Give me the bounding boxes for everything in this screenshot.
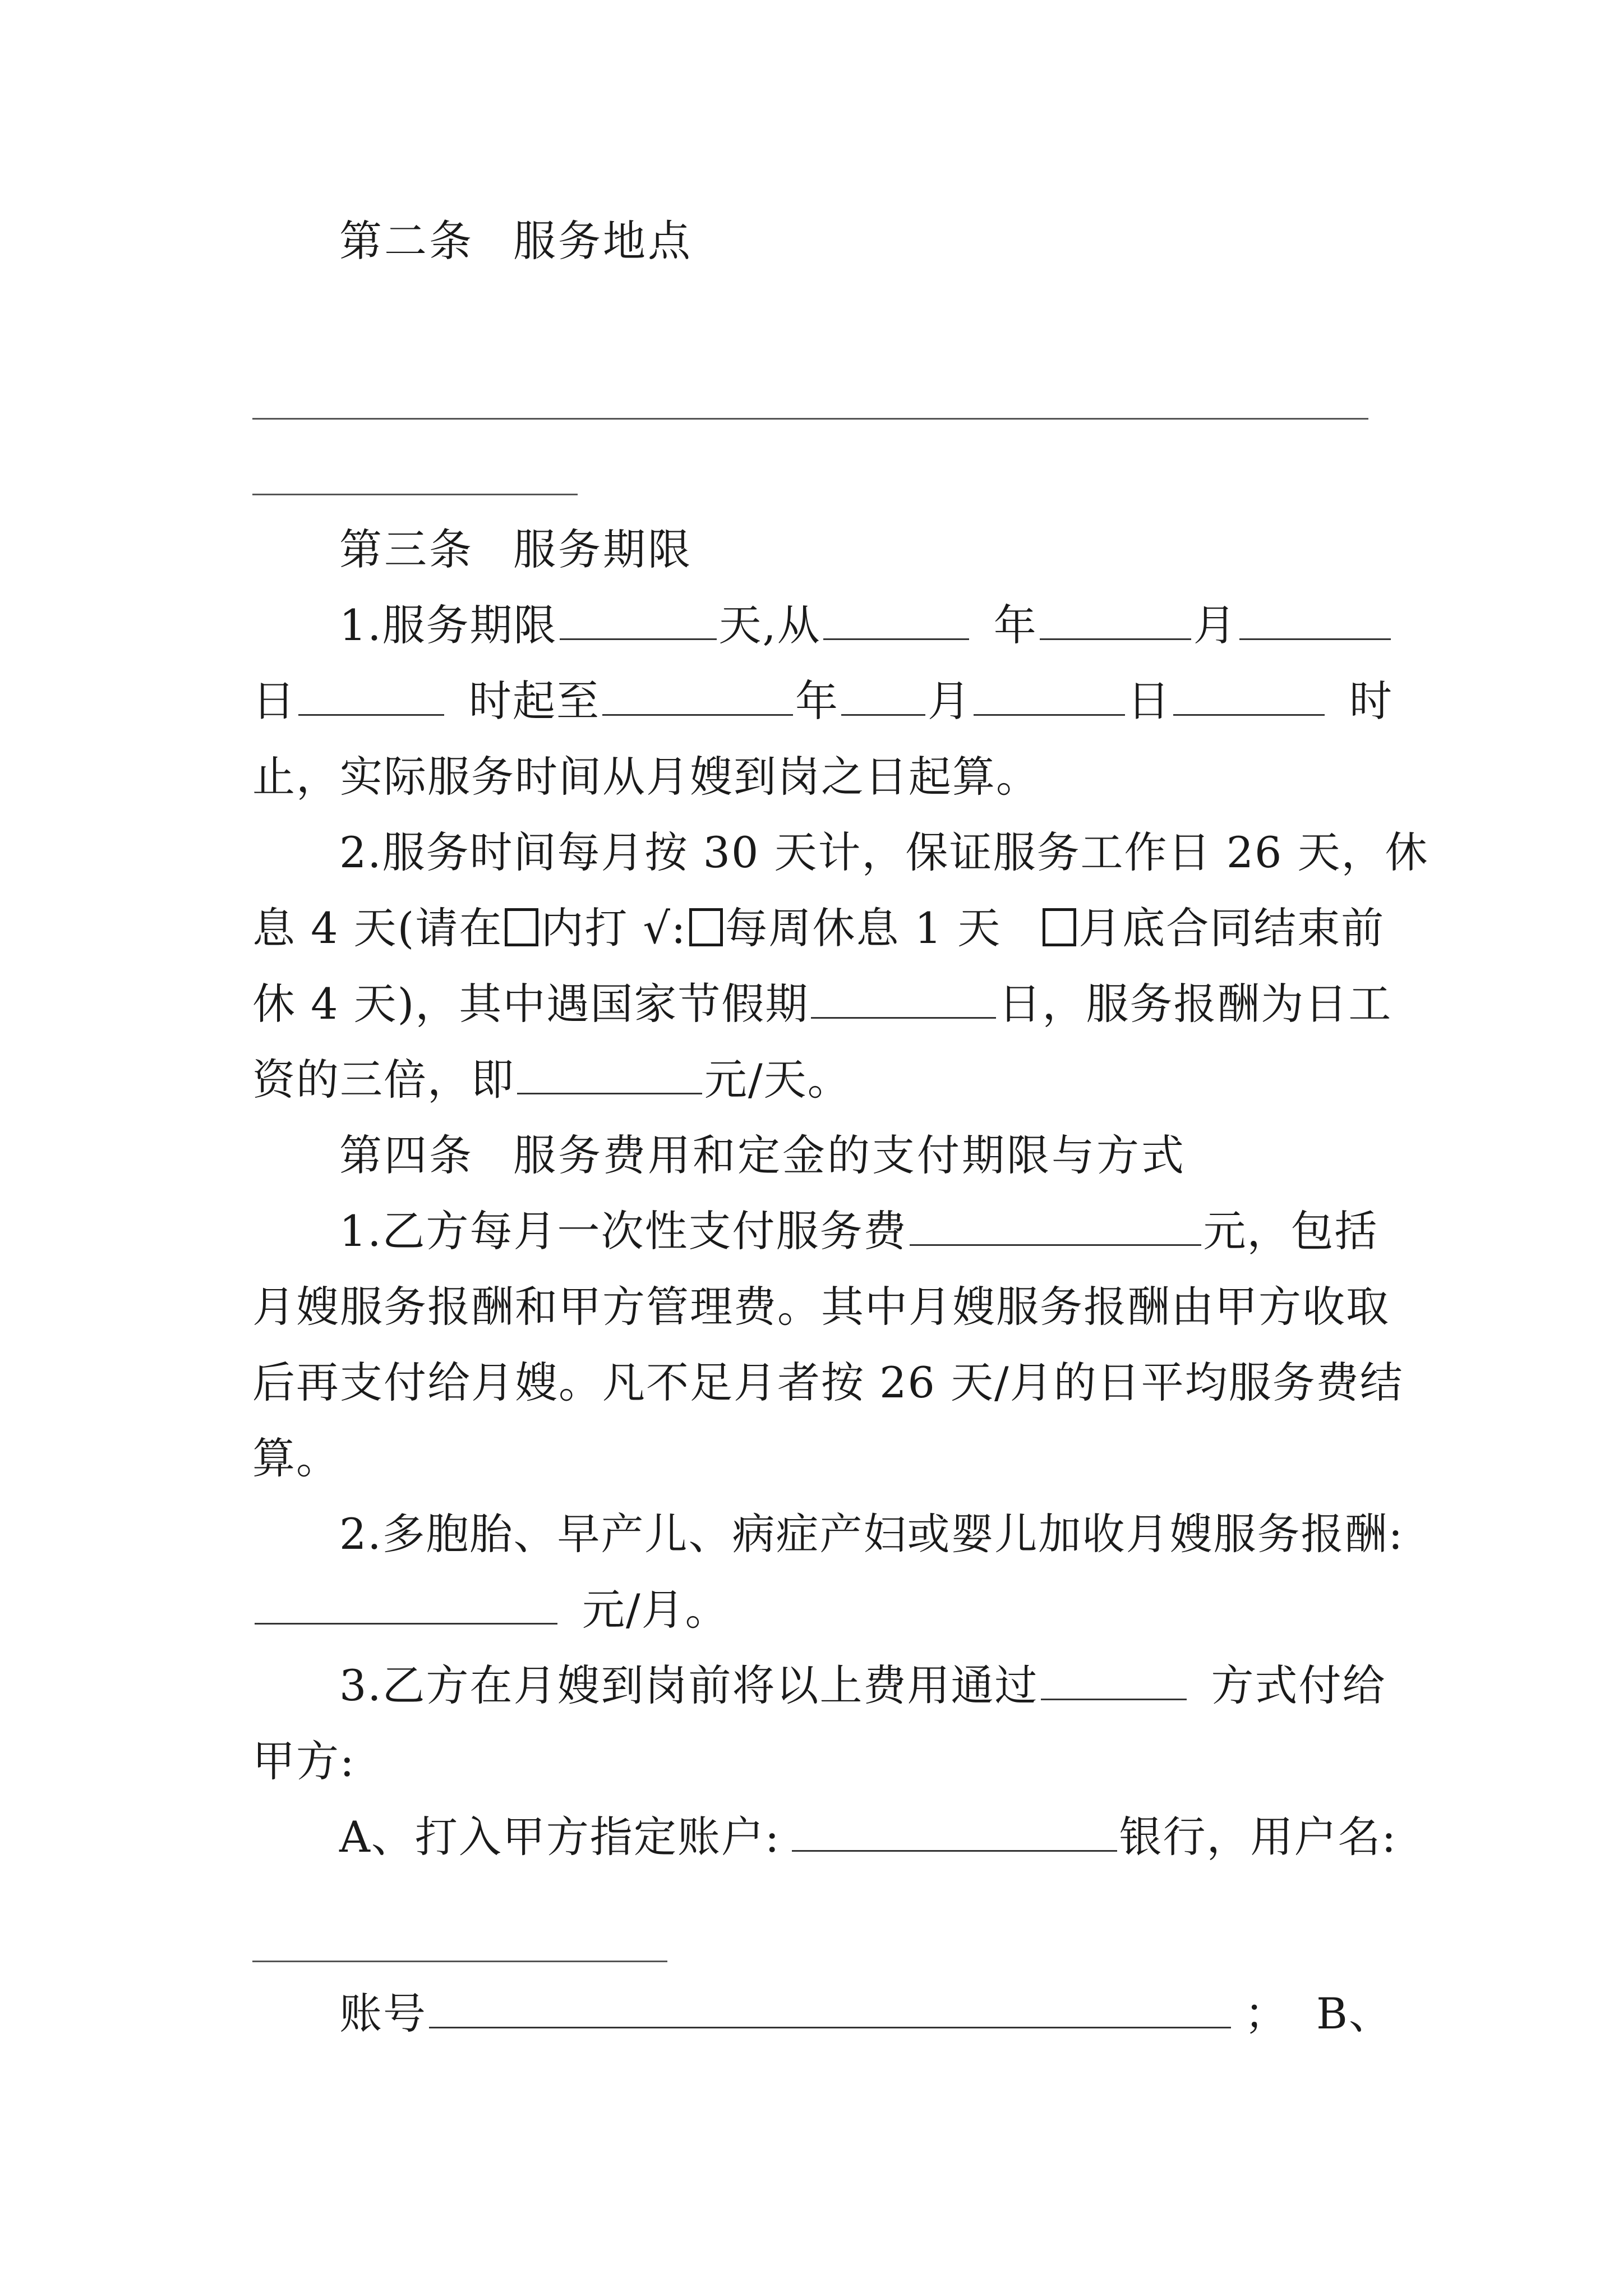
blank-extra-fee	[255, 1622, 557, 1625]
paragraph-line: 日 时起至 年 月 日 时	[252, 676, 1393, 726]
paragraph-line: 甲方:	[252, 1736, 356, 1786]
article-number: 第三条	[339, 524, 474, 574]
blank-hour	[298, 713, 444, 716]
blank-holiday-days	[811, 1016, 996, 1019]
paragraph-line: 资的三倍，即 元/天。	[252, 1055, 851, 1105]
blank-service-fee	[910, 1243, 1201, 1246]
article-title: 服务期限	[513, 524, 693, 574]
paragraph-line: 1.服务期限 天,从 年 月	[252, 597, 1478, 654]
blank-payment-method	[1041, 1697, 1187, 1700]
paragraph-line: 止，实际服务时间从月嫂到岗之日起算。	[252, 752, 1040, 802]
blank-year	[823, 637, 969, 640]
blank-days	[560, 637, 717, 640]
blank-month	[841, 713, 925, 716]
paragraph-line: 元/月。	[252, 1582, 1391, 1638]
paragraph-line: 1.乙方每月一次性支付服务费 元，包括	[339, 1206, 1378, 1256]
paragraph-line: 月嫂服务报酬和甲方管理费。其中月嫂服务报酬由甲方收取	[252, 1282, 1390, 1332]
blank-day	[1239, 637, 1391, 640]
blank-bank	[792, 1849, 1117, 1852]
article-number: 第四条	[339, 1130, 474, 1180]
paragraph-line: 账号 ； B、	[339, 1989, 1393, 2039]
blank-holiday-rate	[517, 1092, 702, 1094]
fill-blank-line	[252, 494, 578, 495]
paragraph-line: 休 4 天)，其中遇国家节假期 日，服务报酬为日工	[252, 979, 1393, 1029]
article-3-heading	[252, 522, 1478, 578]
fill-blank-line	[252, 1961, 667, 1962]
blank-day	[974, 713, 1125, 716]
blank-month	[1040, 637, 1191, 640]
checkbox-icon[interactable]	[505, 908, 538, 946]
paragraph-line: A、打入甲方指定账户: 银行，用户名:	[339, 1812, 1398, 1862]
checkbox-weekly-rest[interactable]	[689, 908, 723, 946]
article-2-heading	[252, 213, 1478, 269]
article-title: 服务费用和定金的支付期限与方式	[513, 1130, 1186, 1180]
fill-blank-line	[252, 418, 1368, 420]
checkbox-month-end-rest[interactable]	[1043, 908, 1076, 946]
paragraph-line: 息 4 天(请在 内打 √: 每周休息 1 天 月底合同结束前	[252, 903, 1385, 953]
blank-year	[602, 713, 793, 716]
paragraph-line: 2.多胞胎、早产儿、病症产妇或婴儿加收月嫂服务报酬:	[339, 1509, 1404, 1559]
paragraph-line: 2.服务时间每月按 30 天计，保证服务工作日 26 天，休	[339, 827, 1429, 877]
paragraph-line: 算。	[252, 1433, 340, 1483]
paragraph-line: 3.乙方在月嫂到岗前将以上费用通过 方式付给	[339, 1660, 1386, 1710]
blank-account-number	[429, 2026, 1231, 2028]
paragraph-line: 后再支付给月嫂。凡不足月者按 26 天/月的日平均服务费结	[252, 1358, 1404, 1407]
blank-hour	[1173, 713, 1325, 716]
article-4-heading	[252, 1128, 1478, 1184]
article-title: 服务地点	[513, 216, 693, 266]
article-number: 第二条	[339, 216, 474, 266]
